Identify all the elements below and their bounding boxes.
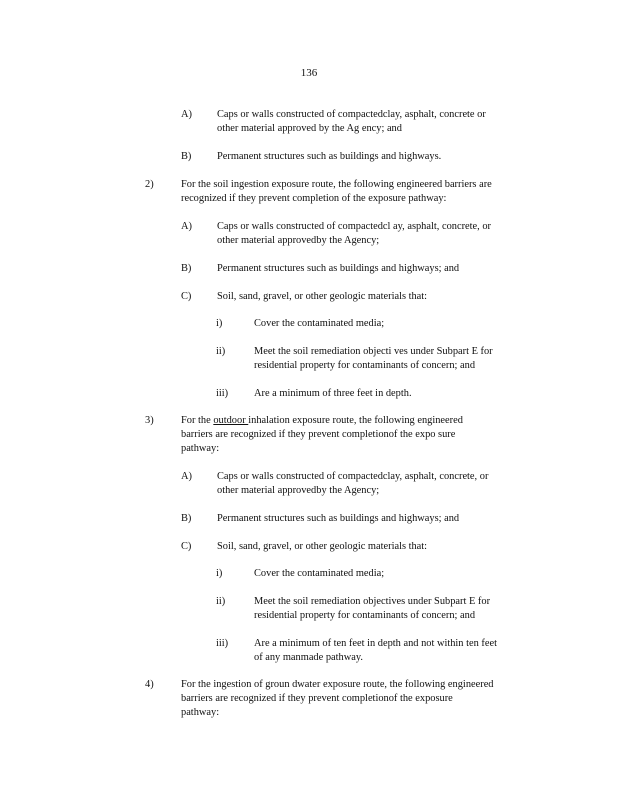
text-line: Soil, sand, gravel, or other geologic materials that: xyxy=(217,291,428,302)
item-label: ii) xyxy=(216,596,226,607)
text-line: Caps or walls constructed of compactedcl ay, asphalt, concrete, or xyxy=(217,221,491,232)
item-label: ii) xyxy=(216,346,226,357)
item-text xyxy=(217,150,539,164)
item-text xyxy=(217,262,539,276)
text-line: Cover the contaminated media; xyxy=(254,568,385,579)
text-line: other material approvedby the Agency; xyxy=(217,235,380,246)
item-label: i) xyxy=(216,568,223,579)
item-label: B) xyxy=(181,263,192,274)
item-text xyxy=(254,317,532,331)
text-line: Cover the contaminated media; xyxy=(254,318,385,329)
item-label: B) xyxy=(181,513,192,524)
text-line: For the soil ingestion exposure route, the following engineered barriers are xyxy=(181,179,492,190)
text-line: other material approvedby the Agency; xyxy=(217,485,380,496)
text-line: Meet the soil remediation objecti ves under Subpart E for xyxy=(254,346,493,357)
item-text xyxy=(217,290,539,304)
item-label: iii) xyxy=(216,388,229,399)
text-line: Are a minimum of three feet in depth. xyxy=(254,388,412,399)
text-line: Permanent structures such as buildings and highways; and xyxy=(217,513,460,524)
item-text xyxy=(254,567,532,581)
text-line: Caps or walls constructed of compactedclay, asphalt, concrete or xyxy=(217,109,486,120)
text-fragment: inhalation exposure route, the following engineered xyxy=(248,415,463,426)
text-line: Permanent structures such as buildings and highways; and xyxy=(217,263,460,274)
item-text xyxy=(217,512,539,526)
item-text xyxy=(217,470,539,498)
item-label: i) xyxy=(216,318,223,329)
item-text xyxy=(254,387,532,401)
text-line: residential property for contaminants of concern; and xyxy=(254,360,476,371)
item-text xyxy=(217,108,539,136)
item-label: 4) xyxy=(145,679,154,690)
text-line: Are a minimum of ten feet in depth and not within ten feet xyxy=(254,638,497,649)
item-text xyxy=(254,595,532,623)
item-text xyxy=(181,414,497,456)
item-text xyxy=(254,345,532,373)
text-line: pathway: xyxy=(181,707,220,718)
item-label: 2) xyxy=(145,179,154,190)
item-text xyxy=(181,678,533,720)
item-text xyxy=(217,220,539,248)
page-number: 136 xyxy=(300,67,318,79)
text-line: of any manmade pathway. xyxy=(254,652,363,663)
item-label: C) xyxy=(181,541,192,552)
item-label: B) xyxy=(181,151,192,162)
text-line: Soil, sand, gravel, or other geologic materials that: xyxy=(217,541,428,552)
text-line: Caps or walls constructed of compactedclay, asphalt, concrete, or xyxy=(217,471,489,482)
text-line: For the ingestion of groun dwater exposure route, the following engineered xyxy=(181,679,494,690)
text-line: Permanent structures such as buildings and highways. xyxy=(217,151,442,162)
item-text xyxy=(217,540,539,554)
text-line: barriers are recognized if they prevent completionof the exposure xyxy=(181,693,453,704)
item-label: A) xyxy=(181,221,192,232)
underlined-term: outdoor xyxy=(213,415,249,426)
text-line xyxy=(181,414,497,428)
item-text xyxy=(181,178,539,206)
text-line: residential property for contaminants of concern; and xyxy=(254,610,476,621)
item-label: A) xyxy=(181,109,192,120)
item-label: C) xyxy=(181,291,192,302)
text-line: recognized if they prevent completion of the exposure pathway: xyxy=(181,193,447,204)
item-text xyxy=(254,637,532,665)
text-line: Meet the soil remediation objectives under Subpart E for xyxy=(254,596,491,607)
item-label: iii) xyxy=(216,638,229,649)
text-line: pathway: xyxy=(181,443,220,454)
text-fragment: For the xyxy=(181,415,214,426)
text-line: barriers are recognized if they prevent completionof the expo sure xyxy=(181,429,456,440)
item-label: 3) xyxy=(145,415,154,426)
text-line: other material approved by the Ag ency; and xyxy=(217,123,402,134)
item-label: A) xyxy=(181,471,192,482)
